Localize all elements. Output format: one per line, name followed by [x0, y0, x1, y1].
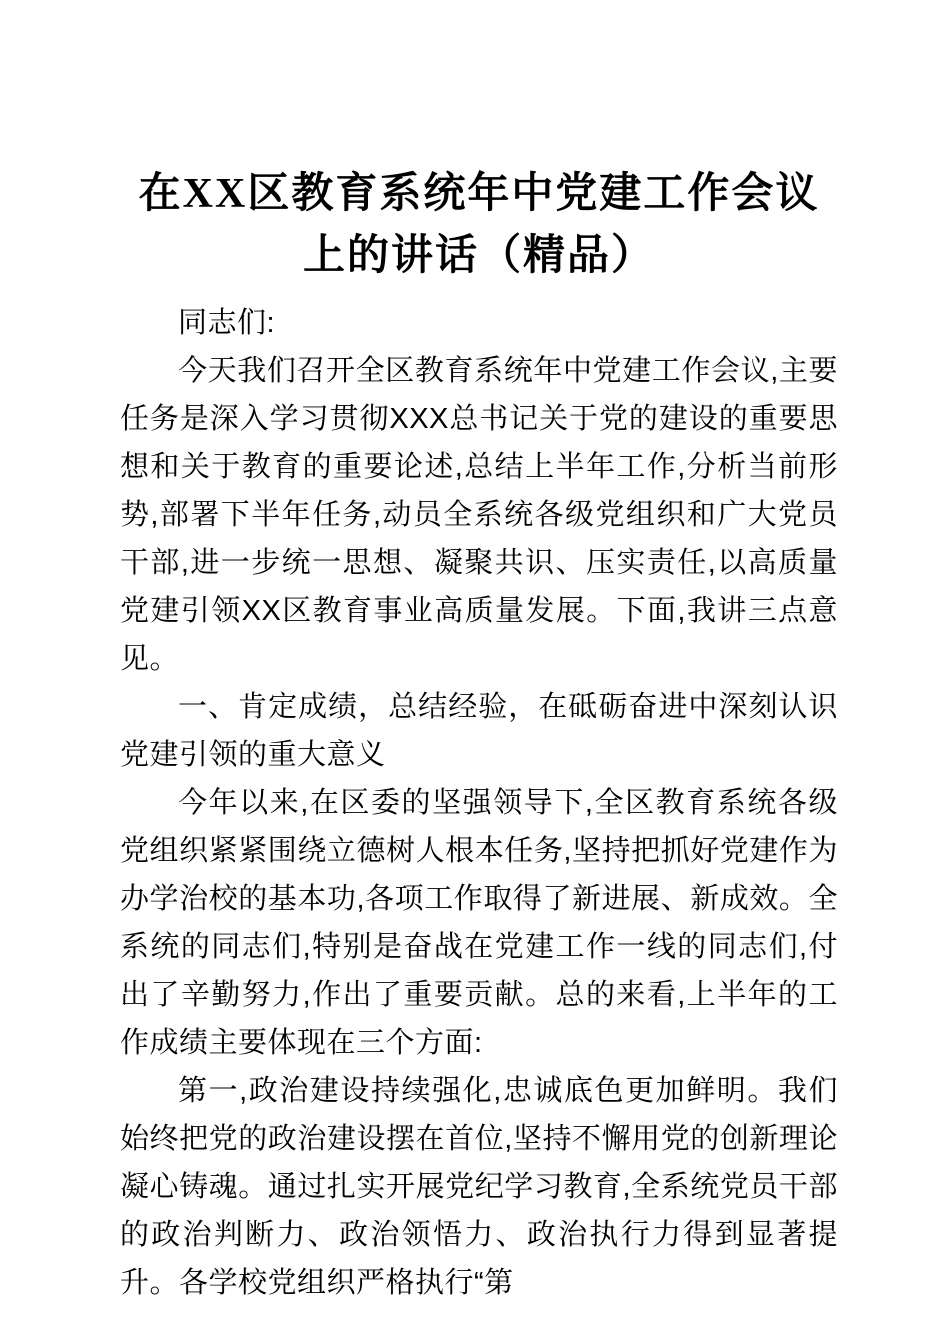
document-body: [120, 299, 838, 1307]
paragraph: 今天我们召开全区教育系统年中党建工作会议,主要任务是深入学习贯彻XXX总书记关于党的建设的重要思想和关于教育的重要论述,总结上半年工作,分析当前形势,部署下半年任务,动员全系统各级党组织和广大党员干部,进一步统一思想、凝聚共识、压实责任,以高质量党建引领XX区教育事业高质量发展。下面,我讲三点意见。: [120, 355, 838, 675]
section-heading: 一、肯定成绩，总结经验，在砥砺奋进中深刻认识党建引领的重大意义: [120, 691, 838, 771]
paragraph: 同志们:: [178, 307, 276, 339]
document-title: 在XX区教育系统年中党建工作会议上的讲话（精品）: [138, 171, 820, 279]
paragraph: 第一,政治建设持续强化,忠诚底色更加鲜明。我们始终把党的政治建设摆在首位,坚持不懈用党的创新理论凝心铸魂。通过扎实开展党纪学习教育,全系统党员干部的政治判断力、政治领悟力、政治执行力得到显著提升。各学校党组织严格执行“第: [120, 1075, 838, 1299]
paragraph: 今年以来,在区委的坚强领导下,全区教育系统各级党组织紧紧围绕立德树人根本任务,坚持把抓好党建作为办学治校的基本功,各项工作取得了新进展、新成效。全系统的同志们,特别是奋战在党建工作一线的同志们,付出了辛勤努力,作出了重要贡献。总的来看,上半年的工作成绩主要体现在三个方面:: [120, 787, 838, 1059]
